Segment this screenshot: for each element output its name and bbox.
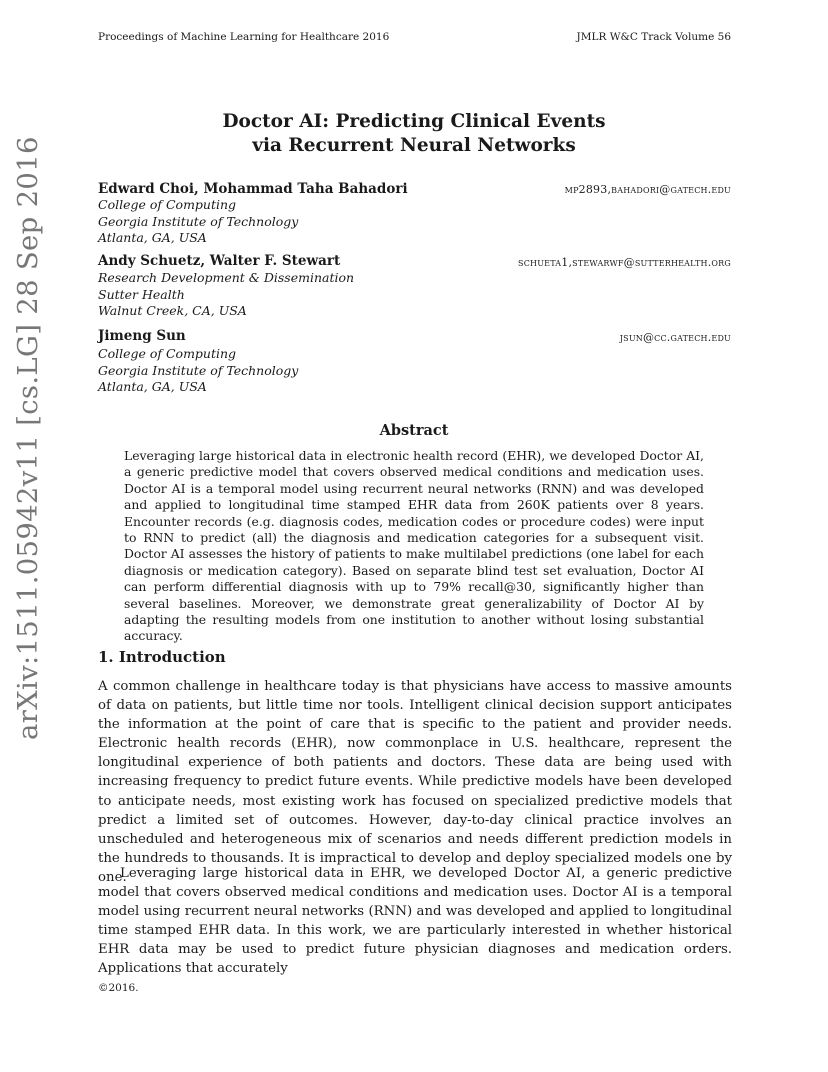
author-names: Andy Schuetz, Walter F. Stewart <box>98 253 341 269</box>
author-email: mp2893,bahadori@gatech.edu <box>564 183 731 196</box>
author-names: Jimeng Sun <box>98 328 186 344</box>
running-header-right: JMLR W&C Track Volume 56 <box>576 31 731 43</box>
copyright-notice: ©2016. <box>98 982 139 994</box>
title-line-1: Doctor AI: Predicting Clinical Events <box>222 111 606 132</box>
affiliation-line: Atlanta, GA, USA <box>98 379 207 394</box>
abstract-text: Leveraging large historical data in electronic health record (EHR), we developed Doctor AI, a generic predictive model that covers observed medical conditions and medication uses. Doctor AI is a temporal model using recurrent neural networks (RNN) and was developed and applied to longitudinal time stamped EHR data from 260K patients over 8 years. Encounter records (e.g. diagnosis codes, medication codes or procedure codes) were input to RNN to predict (all) the diagnosis and medication categories for a subsequent visit. Doctor AI assesses the history of patients to make multilabel predictions (one label for each diagnosis or medication category). Based on separate blind test set evaluation, Doctor AI can perform differential diagnosis with up to 79% recall@30, significantly higher than several baselines. Moreover, we demonstrate great generalizability of Doctor AI by adapting the resulting models from one institution to another without losing substantial accuracy. <box>124 448 704 644</box>
section-heading-introduction: 1. Introduction <box>98 648 226 666</box>
arxiv-side-identifier: arXiv:1511.05942v11 [cs.LG] 28 Sep 2016 <box>12 136 44 740</box>
affiliation-line: College of Computing <box>98 197 237 212</box>
body-paragraph: A common challenge in healthcare today is that physicians have access to massive amounts of data on patients, but little time nor tools. Intelligent clinical decision support anticipates the information at the point of care that is specific to the patient and provider needs. Electronic health records (EHR), now commonplace in U.S. healthcare, represent the longitudinal experience of both patients and doctors. These data are being used with increasing frequency to predict future events. While predictive models have been developed to anticipate needs, most existing work has focused on specialized predictive models that predict a limited set of outcomes. However, day-to-day clinical practice involves an unscheduled and heterogeneous mix of scenarios and needs different prediction models in the hundreds to thousands. It is impractical to develop and deploy specialized models one by one. <box>98 679 732 885</box>
affiliation-line: Sutter Health <box>98 286 185 302</box>
affiliation-line: Georgia Institute of Technology <box>98 362 299 378</box>
author-email: jsun@cc.gatech.edu <box>619 331 731 344</box>
author-names: Edward Choi, Mohammad Taha Bahadori <box>98 181 408 197</box>
affiliation-line: Research Development & Dissemination <box>98 270 355 285</box>
affiliation-line: Atlanta, GA, USA <box>98 230 207 245</box>
author-affiliation <box>98 346 298 396</box>
abstract-heading: Abstract <box>379 422 449 439</box>
affiliation-line: College of Computing <box>98 346 237 361</box>
paper-title <box>0 110 828 158</box>
body-paragraph: Leveraging large historical data in EHR, we developed Doctor AI, a generic predictive model that covers observed medical conditions and medication uses. Doctor AI is a temporal model using recurrent neural networks (RNN) and was developed and applied to longitudinal time stamped EHR data. In this work, we are particularly interested in whether historical EHR data may be used to predict future physician diagnoses and medication orders. Applications that accurately <box>98 866 732 977</box>
affiliation-line: Walnut Creek, CA, USA <box>98 303 247 318</box>
affiliation-line: Georgia Institute of Technology <box>98 213 299 229</box>
author-affiliation <box>98 197 298 247</box>
title-line-2: via Recurrent Neural Networks <box>252 135 576 156</box>
author-email: schueta1,stewarwf@sutterhealth.org <box>518 256 731 269</box>
author-affiliation <box>98 270 354 320</box>
running-header-left: Proceedings of Machine Learning for Healthcare 2016 <box>98 31 390 43</box>
